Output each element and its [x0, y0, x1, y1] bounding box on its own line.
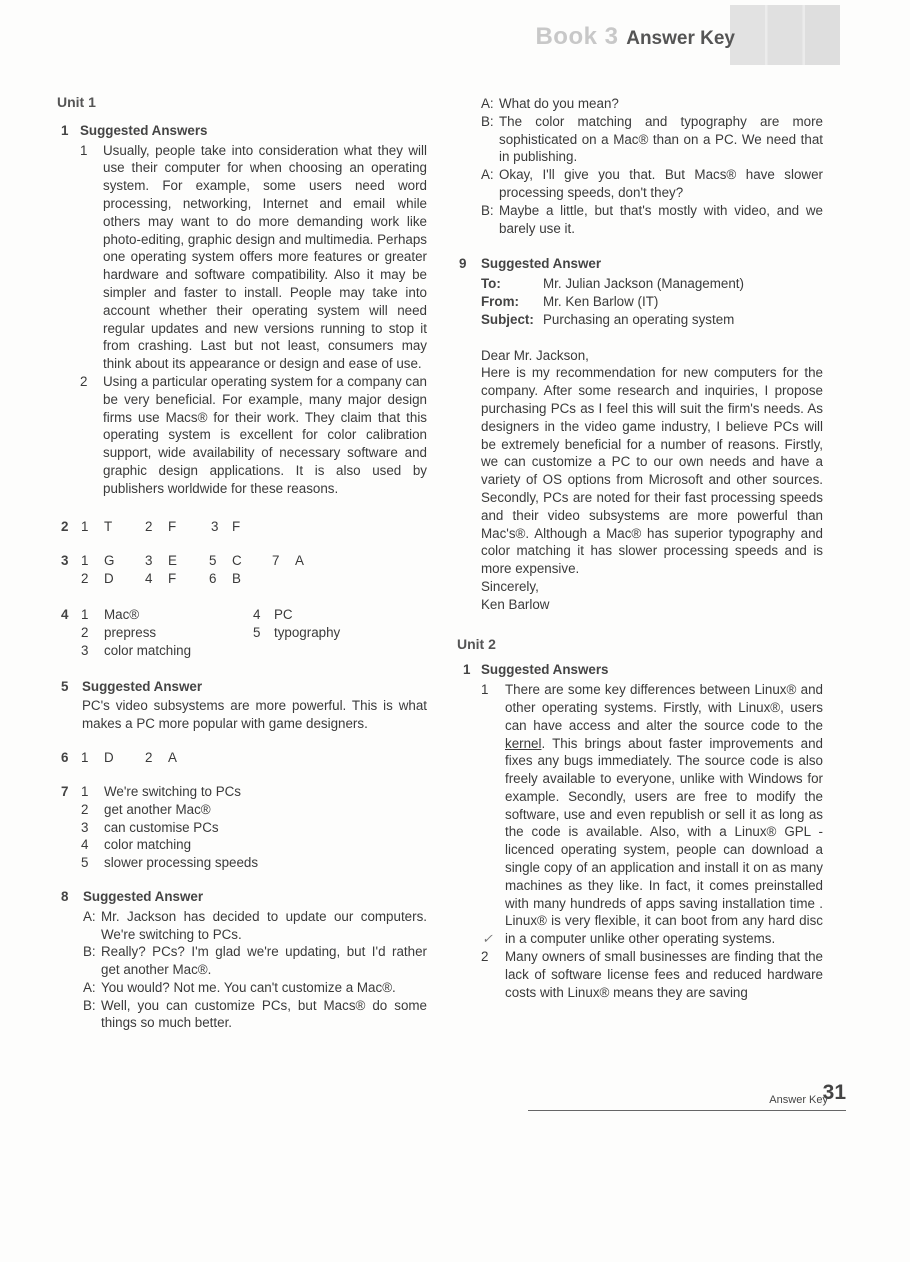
- unit2-title: Unit 2: [457, 635, 496, 652]
- speaker: A:: [83, 979, 96, 995]
- letter-closing: Sincerely,: [481, 578, 539, 594]
- answer-number: 7: [272, 552, 280, 568]
- dialogue-text: Mr. Jackson has decided to update our computers. We're switching to PCs.: [101, 908, 427, 942]
- item-number: 5: [253, 624, 261, 640]
- kernel-term: kernel: [505, 735, 542, 751]
- unit1-section-2: [57, 518, 427, 538]
- item-number: 3: [81, 642, 89, 658]
- item-number: 1: [481, 682, 489, 698]
- speaker: B:: [83, 997, 96, 1013]
- dialogue-text: The color matching and typography are more sophisticated on a Mac® than on a PC. We need that in publishing.: [499, 113, 823, 165]
- section-heading: Suggested Answers: [80, 122, 208, 138]
- item-number: 2: [81, 801, 89, 817]
- list-item: [81, 854, 427, 872]
- item-number: 2: [481, 949, 489, 965]
- answer-item: [80, 142, 427, 373]
- dialogue-line: [83, 997, 427, 1033]
- unit1-section-7: [57, 783, 427, 872]
- item-text: We're switching to PCs: [104, 783, 242, 799]
- right-column: [457, 95, 823, 1001]
- item-text: Mac®: [104, 606, 140, 622]
- item-text-continued: . This brings about faster improvements and fixes any bugs immediately. The source code is also freely available to everyone, unlike with Windows for example. Secondly, users are free to modify the software, use and even republish or sell it as long as the code is available. Also, with a Linux® GPL - licenced operating system, people can download a single copy of an application and install it on as many machines as they like. In fact, it comes preinstalled with many hundreds of apps saving installation time . Linux® is very flexible, it can boot from any hard disc in a computer unlike other operating systems.: [505, 735, 823, 947]
- dialogue-line: [481, 202, 823, 238]
- memo-subject: Purchasing an operating system: [543, 311, 735, 327]
- answer-value: A: [295, 552, 304, 568]
- answer-item: [481, 681, 823, 948]
- speaker: A:: [481, 96, 494, 111]
- section-heading: Suggested Answer: [481, 256, 602, 272]
- item-text: Many owners of small businesses are finding that the lack of software license fees and reduced hardware costs with Linux® means they are saving: [505, 949, 823, 1000]
- answer-number: 4: [145, 570, 153, 586]
- section-number: 7: [61, 783, 69, 799]
- item-text: color matching: [104, 837, 192, 853]
- answer-value: F: [168, 570, 177, 586]
- footer-rule: [528, 1110, 846, 1111]
- item-text: PC: [274, 606, 293, 622]
- item-text: prepress: [104, 624, 157, 640]
- answer-number: 5: [209, 552, 217, 568]
- memo-header: [481, 275, 823, 328]
- item-number: 4: [253, 606, 261, 622]
- memo-from: Mr. Ken Barlow (IT): [543, 293, 659, 309]
- item-number: 2: [81, 624, 89, 640]
- answer-number: 3: [211, 518, 219, 534]
- dialogue-text: Okay, I'll give you that. But Macs® have slower processing speeds, don't they?: [499, 167, 823, 200]
- list-item: [81, 819, 427, 837]
- section-number: 1: [61, 122, 69, 138]
- item-text: slower processing speeds: [104, 855, 259, 871]
- footer-label: Answer Key: [769, 1094, 828, 1106]
- dialogue-line: [481, 166, 823, 202]
- item-text: Usually, people take into consideration what they will use their computer for when choosing an operating system. For example, some users need word processing, networking, Internet and email while others may want to do more demanding work like photo-editing, graphic design and multimedia. Perhaps one operating system offers more features or greater hardware and software compatibility. Also it may be simpler and faster to install. People may take into account whether their operating system will need regular updates and new versions running to stop it from crashing. Last but not least, consumers may think about its appearance or design and ease of use.: [103, 142, 427, 372]
- memo-to: Mr. Julian Jackson (Management): [543, 276, 744, 292]
- answer-number: 1: [81, 749, 89, 765]
- section-8-continued: [481, 95, 823, 237]
- answer-value: F: [168, 518, 177, 534]
- unit1-section-1: [57, 122, 427, 498]
- section-number: 1: [463, 662, 471, 678]
- memo-subject-label: Subject:: [481, 311, 534, 327]
- letter-greeting: Dear Mr. Jackson,: [481, 347, 589, 363]
- section-heading: Suggested Answers: [481, 662, 609, 678]
- answer-item: [481, 948, 823, 1001]
- dialogue-line: [481, 95, 823, 113]
- speaker: A:: [83, 908, 96, 924]
- answer-item: [80, 373, 427, 498]
- section-heading: Suggested Answer: [83, 888, 204, 904]
- answer-number: 1: [81, 552, 89, 568]
- answer-number: 3: [145, 552, 153, 568]
- answer-number: 6: [209, 570, 217, 586]
- section-number: 3: [61, 552, 69, 568]
- speaker: B:: [481, 113, 494, 129]
- unit1-section-8: [57, 888, 427, 1032]
- check-mark-icon: ✓: [482, 931, 493, 946]
- letter-signature: Ken Barlow: [481, 596, 550, 612]
- item-number: 3: [81, 819, 89, 835]
- page-number: 31: [822, 1081, 846, 1104]
- dialogue-text: You would? Not me. You can't customize a Mac®.: [101, 979, 396, 995]
- unit1-section-5: [57, 678, 427, 733]
- dialogue-line: [481, 113, 823, 166]
- item-number: 4: [81, 837, 89, 853]
- speaker: B:: [481, 202, 494, 218]
- dialogue-text: What do you mean?: [499, 96, 619, 111]
- answer-number: 2: [81, 570, 89, 586]
- answer-number: 2: [145, 749, 153, 765]
- unit1-section-4: [57, 606, 427, 662]
- header-title: Answer Key: [626, 28, 735, 49]
- item-text: typography: [274, 624, 341, 640]
- left-column: [57, 94, 427, 1032]
- letter-body: Here is my recommendation for new computers for the company. After some research and inquiries, I propose purchasing PCs as I feel this will suit the firm's needs. As designers in the video game industry, I believe PCs will be extremely beneficial for a number of reasons. Firstly, we can customize a PC to our own needs and have a variety of OS options from Microsoft and other sources. Secondly, PCs are noted for their fast processing speeds and their video subsystems are more powerful than Mac's®. Although a Mac® has superior typography and color matching it has slower processing speeds and is more expensive.: [481, 365, 823, 577]
- answer-number: 2: [145, 518, 153, 534]
- header-book: Book 3: [535, 23, 619, 50]
- memo-to-label: To:: [481, 276, 501, 292]
- item-text: There are some key differences between Linux® and other operating systems. Firstly, with Linux®, users can have access and alter the source code to the: [505, 682, 823, 733]
- unit1-title: Unit 1: [57, 94, 96, 110]
- dialogue-line: [83, 908, 427, 944]
- answer-value: F: [232, 518, 241, 534]
- header-tab-decoration: [730, 5, 840, 65]
- section-number: 9: [459, 256, 467, 272]
- section-heading: Suggested Answer: [82, 678, 203, 694]
- answer-value: C: [232, 552, 242, 568]
- memo-from-label: From:: [481, 293, 519, 309]
- unit2-section-1: [463, 661, 823, 1001]
- item-number: 1: [81, 783, 89, 799]
- unit1-section-3: [57, 552, 427, 592]
- list-item: [81, 783, 427, 801]
- answer-value: G: [104, 552, 115, 568]
- answer-value: E: [168, 552, 177, 568]
- item-number: 2: [80, 373, 88, 389]
- speaker: A:: [481, 167, 494, 183]
- section-number: 8: [61, 888, 69, 904]
- dialogue-line: [83, 979, 427, 997]
- section-number: 4: [61, 606, 69, 622]
- item-text: get another Mac®: [104, 801, 211, 817]
- item-number: 1: [80, 142, 88, 158]
- dialogue-line: [83, 943, 427, 979]
- item-text: can customise PCs: [104, 819, 219, 835]
- answer-value: D: [104, 570, 114, 586]
- section-number: 6: [61, 749, 69, 765]
- section-number: 5: [61, 678, 69, 694]
- answer-value: T: [104, 518, 113, 534]
- item-text: Using a particular operating system for a company can be very beneficial. For example, many major design firms use Macs® for their work. They claim that this operating system is excellent for color calibration support, wide availability of necessary software and graphic design applications. It is also used by publishers worldwide for these reasons.: [103, 373, 427, 496]
- answer-number: 1: [81, 518, 89, 534]
- dialogue-text: Maybe a little, but that's mostly with video, and we barely use it.: [499, 202, 823, 236]
- list-item: [81, 801, 427, 819]
- section-text: PC's video subsystems are more powerful. This is what makes a PC more popular with game designers.: [82, 698, 427, 732]
- section-9: [459, 255, 823, 613]
- item-number: 1: [81, 606, 89, 622]
- dialogue-text: Well, you can customize PCs, but Macs® do some things so much better.: [101, 997, 427, 1031]
- unit1-section-6: [57, 749, 427, 769]
- answer-value: A: [168, 749, 177, 765]
- dialogue-text: Really? PCs? I'm glad we're updating, but I'd rather get another Mac®.: [101, 944, 427, 978]
- page-header: [535, 23, 735, 50]
- list-item: [81, 836, 427, 854]
- section-number: 2: [61, 518, 69, 534]
- speaker: B:: [83, 944, 96, 960]
- item-number: 5: [81, 855, 89, 871]
- answer-value: D: [104, 749, 114, 765]
- item-text: color matching: [104, 642, 192, 658]
- answer-value: B: [232, 570, 241, 586]
